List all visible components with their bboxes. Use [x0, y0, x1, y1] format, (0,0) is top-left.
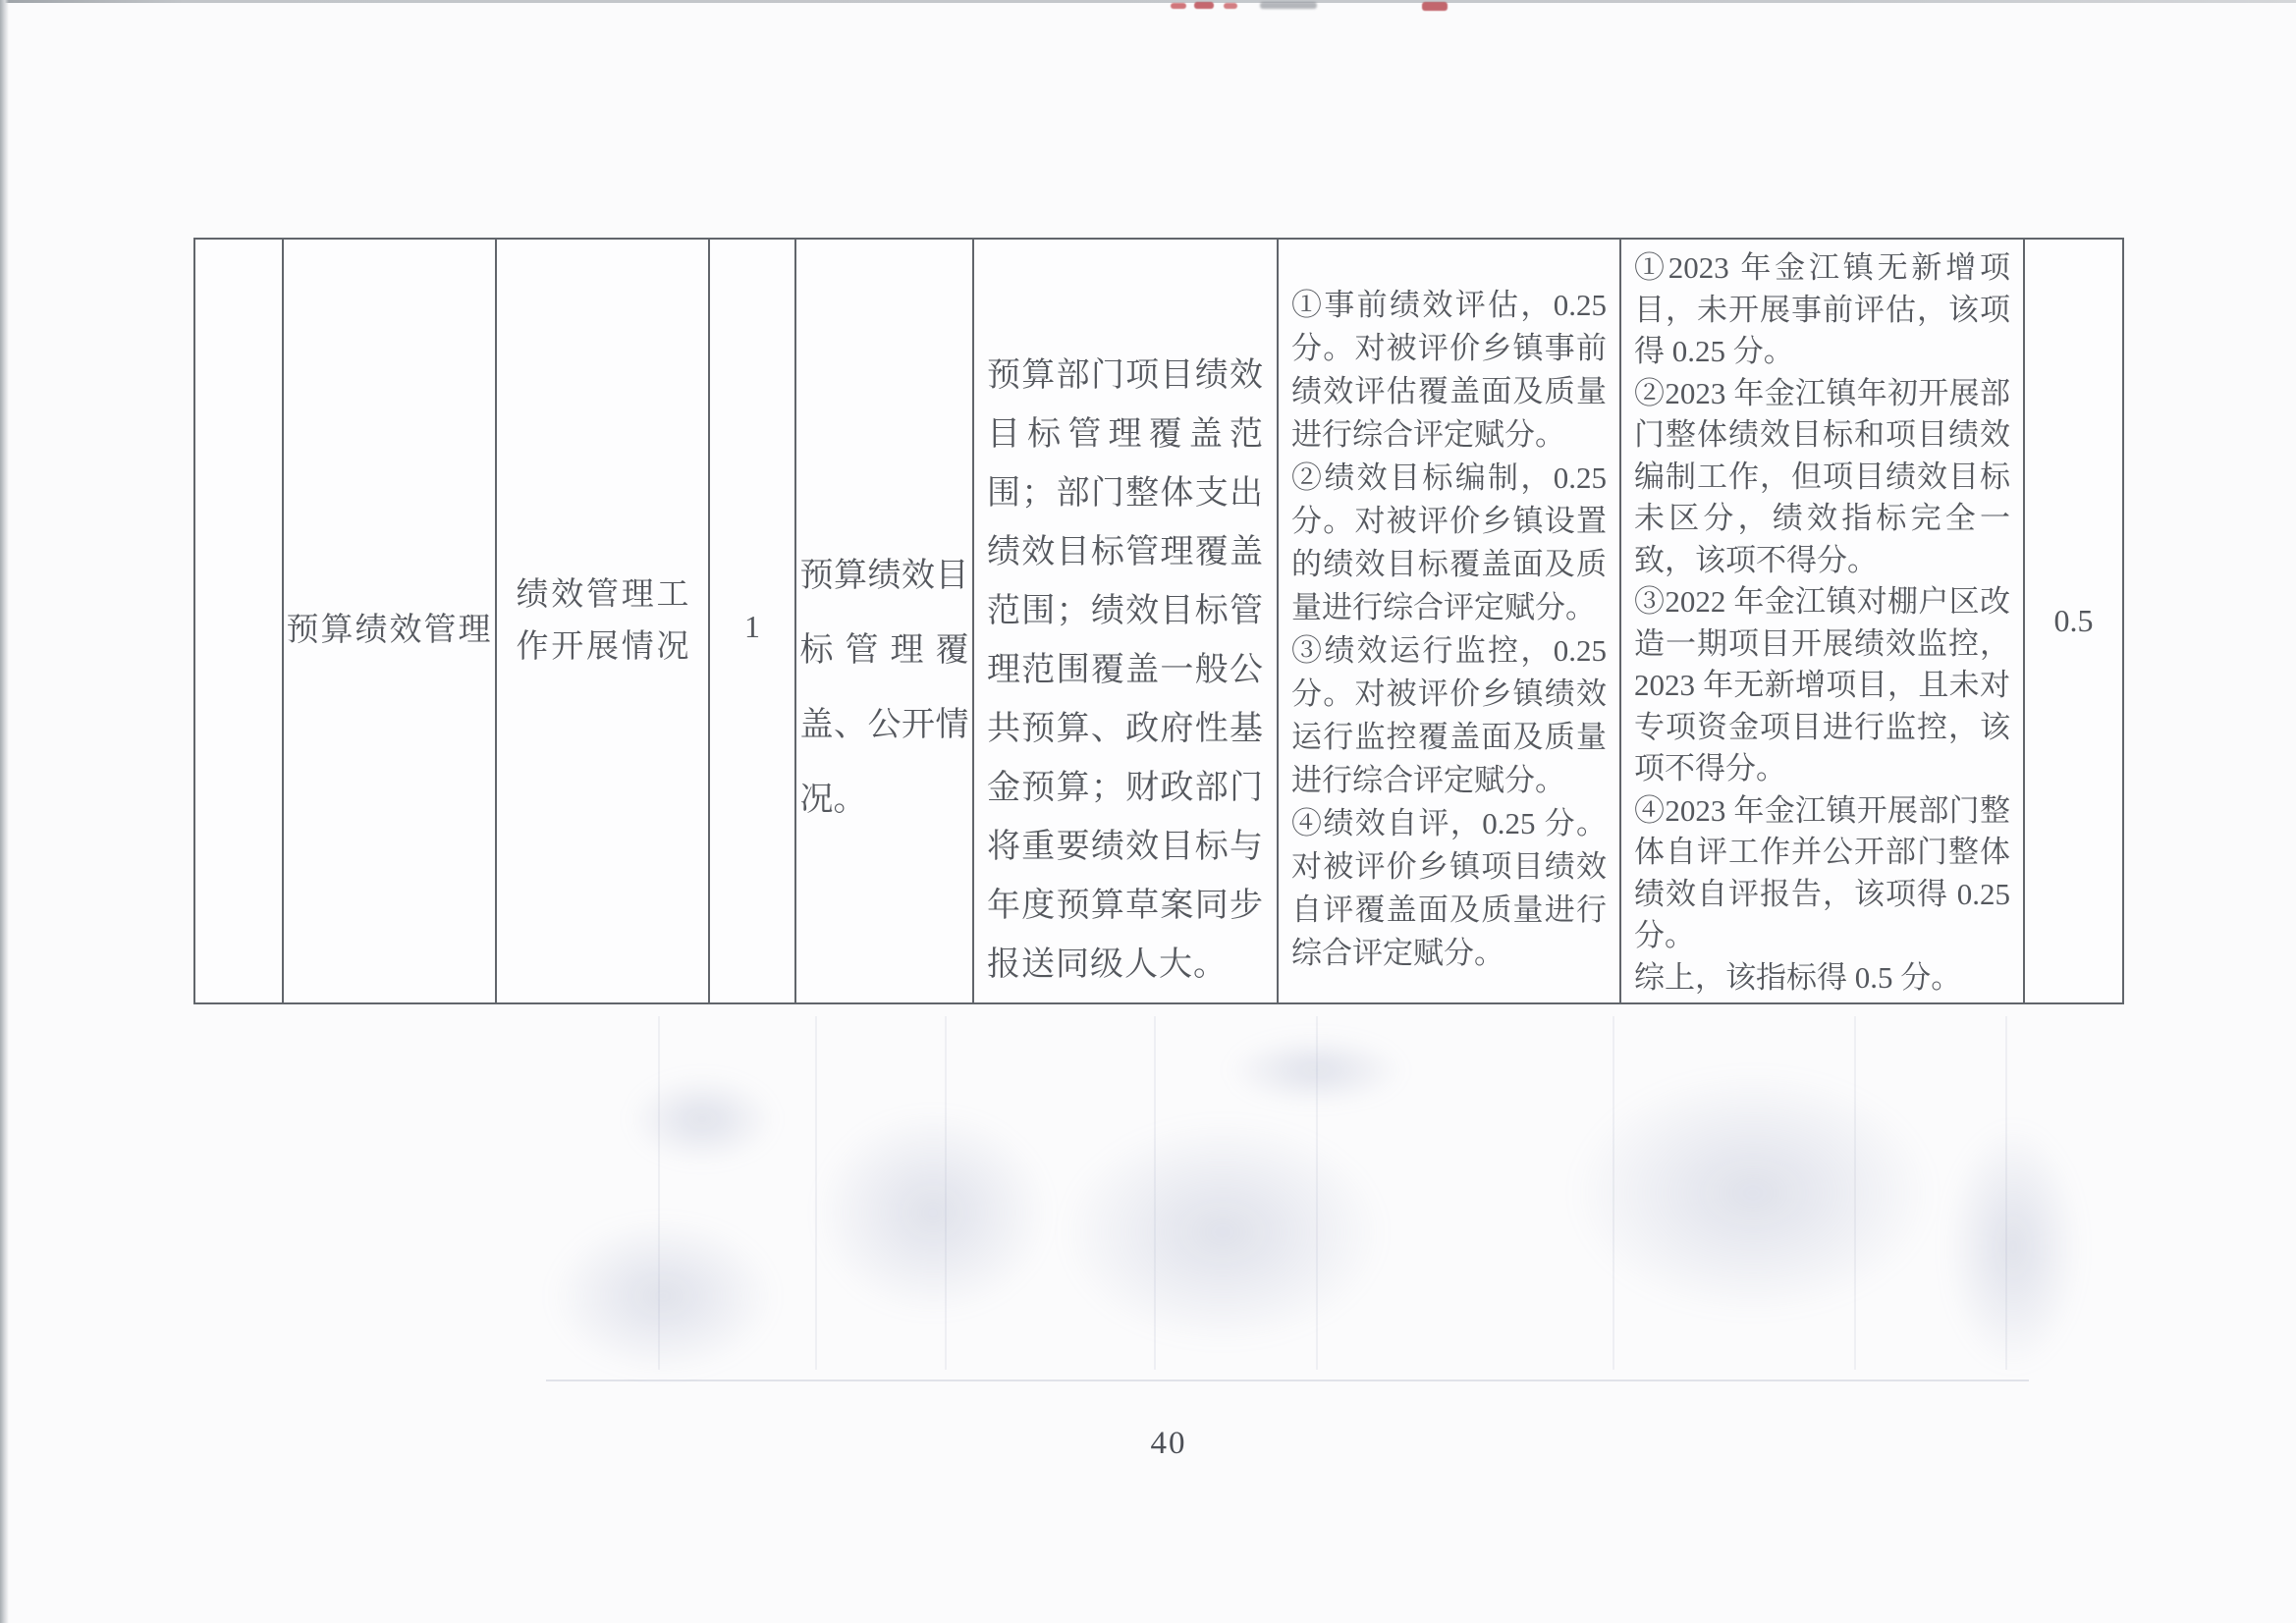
cell-category: [284, 240, 497, 1002]
scoring-item-2: ②绩效目标编制，0.25 分。对被评价乡镇设置的绩效目标覆盖面及质量进行综合评定赋分。: [1291, 460, 1607, 624]
bleed-smudge: [1061, 1119, 1385, 1345]
scoring-item-3: ③绩效运行监控，0.25 分。对被评价乡镇绩效运行监控覆盖面及质量进行综合评定赋分。: [1291, 632, 1607, 797]
cell-evaluation: [1621, 240, 2025, 1002]
bleed-smudge: [1944, 1124, 2082, 1370]
cell-sub-indicator: [796, 240, 974, 1002]
sub-indicator-text: 预算绩效目标管理覆盖、公开情况。: [799, 557, 969, 818]
category-text: 预算绩效管理: [286, 613, 493, 648]
cell-scoring-method: [1279, 240, 1621, 1002]
bleed-smudge: [550, 1217, 776, 1375]
bleed-line: [2005, 1016, 2007, 1370]
scoring-item-1: ①事前绩效评估，0.25 分。对被评价乡镇事前绩效评估覆盖面及质量进行综合评定赋分。: [1291, 287, 1607, 452]
evaluation-item-3: ③2022 年金江镇对棚户区改造一期项目开展绩效监控，2023 年无新增项目，且未对专项资金项目进行监控，该项不得分。: [1634, 584, 2010, 785]
scanner-edge-top: [0, 0, 2296, 3]
evaluation-item-1: ①2023 年金江镇无新增项目，未开展事前评估，该项得 0.25 分。: [1634, 250, 2010, 368]
red-ink-artifact: [1171, 3, 1186, 9]
evaluation-table: [193, 238, 2124, 1004]
evaluation-item-4: ④2023 年金江镇开展部门整体自评工作并公开部门整体绩效自评报告，该项得 0.25 分。: [1634, 792, 2010, 952]
bleed-line: [945, 1016, 947, 1370]
page-number: 40: [1150, 1426, 1187, 1461]
bleed-line: [1854, 1016, 1856, 1370]
red-ink-artifact: [1422, 2, 1448, 11]
scoring-item-4: ④绩效自评，0.25 分。对被评价乡镇项目绩效自评覆盖面及质量进行综合评定赋分。: [1291, 805, 1607, 970]
criteria-text: 预算部门项目绩效目标管理覆盖范围；部门整体支出绩效目标管理覆盖范围；绩效目标管理范围覆盖一般公共预算、政府性基金预算；财政部门将重要绩效目标与年度预算草案同步报送同级人大。: [987, 356, 1264, 983]
bleed-smudge: [815, 1109, 1051, 1316]
bleed-line: [1154, 1016, 1156, 1370]
red-ink-artifact: [1224, 3, 1237, 9]
bleed-through-artifact: [540, 1016, 2121, 1381]
bleed-smudge: [629, 1075, 776, 1163]
bleed-line: [1613, 1016, 1614, 1370]
weight-value: 1: [744, 609, 760, 644]
cell-weight: [710, 240, 796, 1002]
score-value: 0.5: [2053, 603, 2094, 638]
evaluation-item-2: ②2023 年金江镇年初开展部门整体绩效目标和项目绩效编制工作，但项目绩效目标未区分，绩效指标完全一致，该项不得分。: [1634, 375, 2010, 577]
cell-criteria: [974, 240, 1279, 1002]
bleed-line: [658, 1016, 660, 1370]
bleed-smudge: [1228, 1036, 1404, 1105]
indicator-text: 绩效管理工作开展情况: [516, 576, 689, 665]
bleed-line: [1316, 1016, 1318, 1370]
cell-empty: [195, 240, 284, 1002]
gray-smudge-artifact: [1260, 2, 1317, 9]
evaluation-text: [1634, 247, 2010, 999]
scoring-method-text: [1291, 284, 1607, 975]
bleed-line-bottom: [546, 1380, 2029, 1381]
red-ink-artifact: [1194, 2, 1214, 9]
scanner-edge-left: [0, 0, 9, 1623]
cell-score: [2025, 240, 2122, 1002]
bleed-line: [815, 1016, 817, 1370]
bleed-smudge: [1571, 1070, 1935, 1316]
cell-indicator: [497, 240, 710, 1002]
evaluation-summary: 综上，该指标得 0.5 分。: [1634, 959, 1962, 995]
